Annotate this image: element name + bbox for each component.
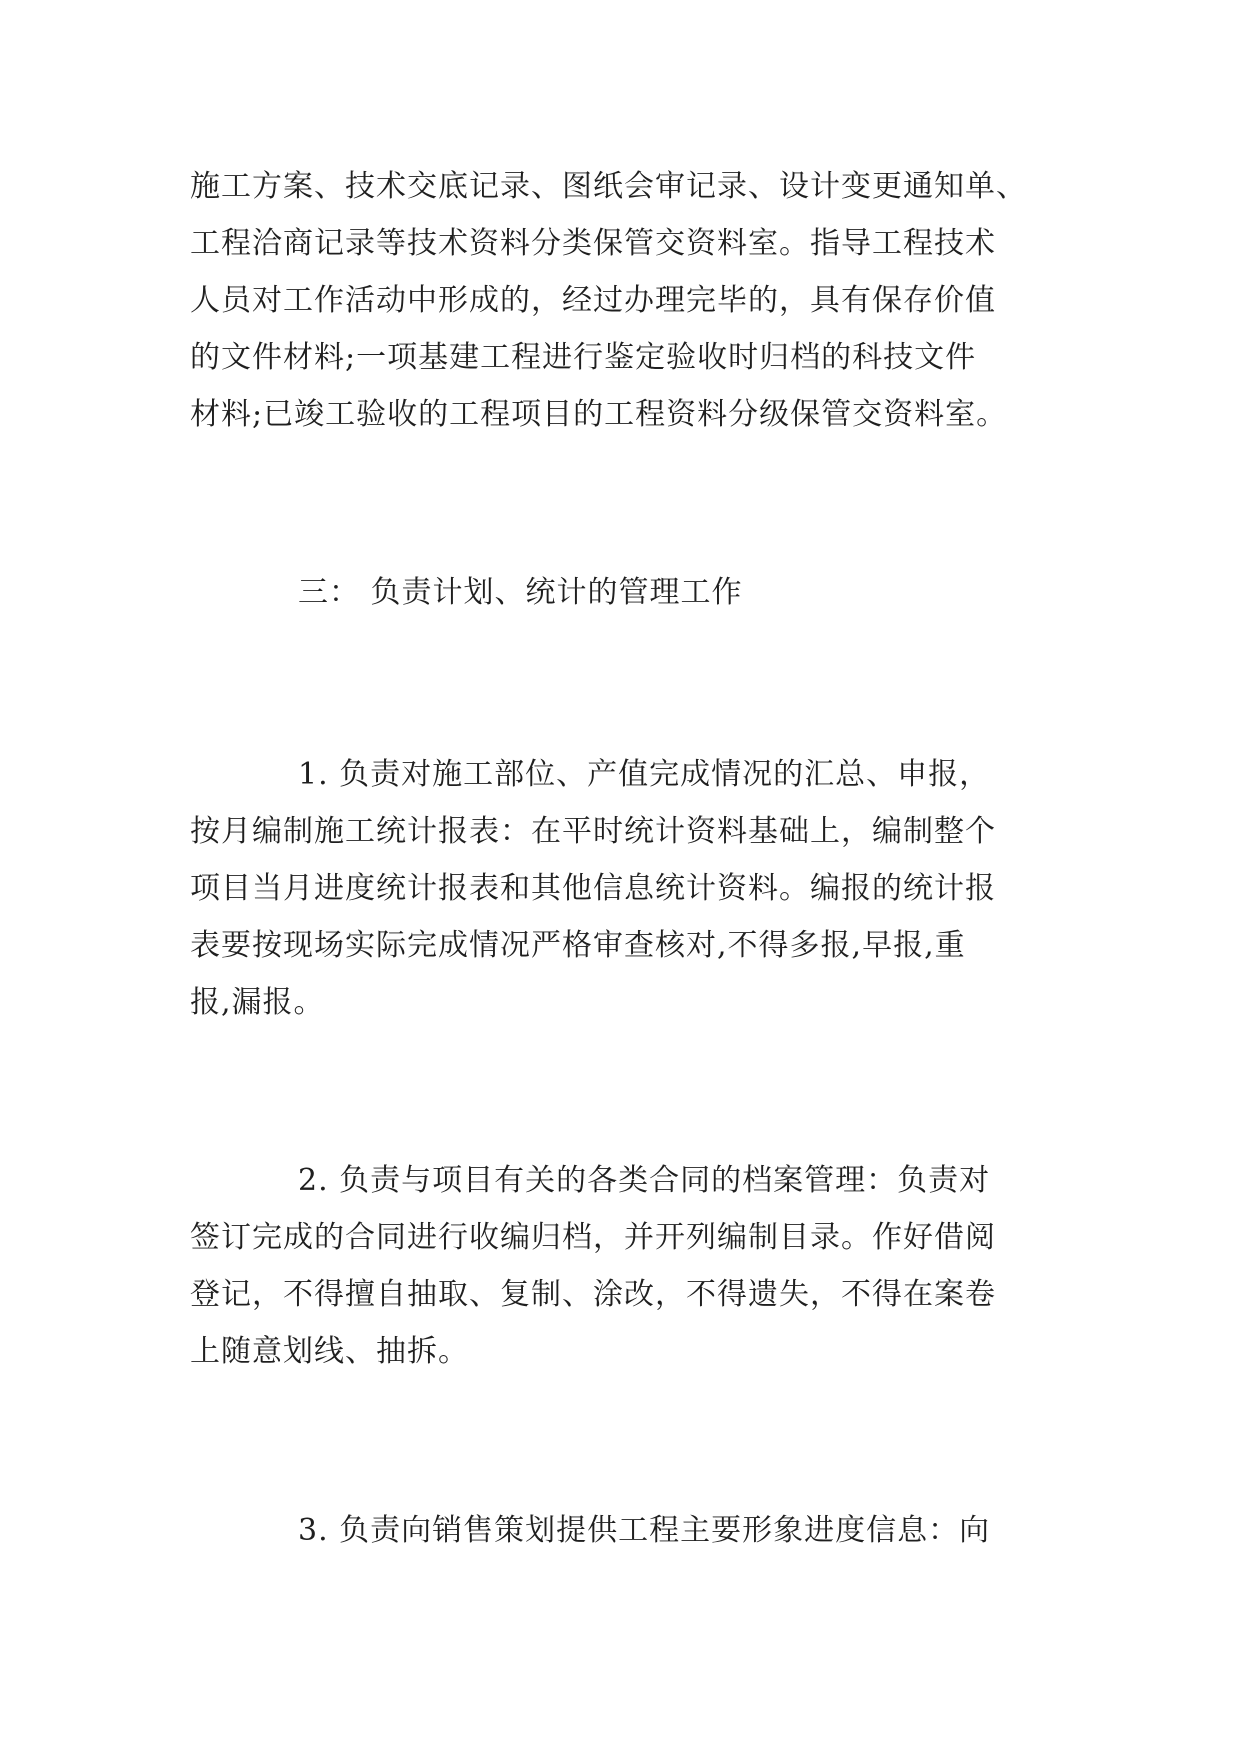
list-item-3	[190, 1502, 1060, 1559]
text-line: 项目当月进度统计报表和其他信息统计资料。编报的统计报	[190, 871, 996, 906]
text-line: 工程洽商记录等技术资料分类保管交资料室。指导工程技术	[190, 226, 996, 261]
text-line: 签订完成的合同进行收编归档，并开列编制目录。作好借阅	[190, 1220, 996, 1255]
intro-paragraph	[190, 158, 1060, 443]
section-heading	[190, 564, 1060, 621]
text-line: 3. 负责向销售策划提供工程主要形象进度信息：向	[298, 1513, 991, 1548]
text-line: 的文件材料;一项基建工程进行鉴定验收时归档的科技文件	[190, 340, 977, 375]
list-item-2	[190, 1152, 1060, 1380]
text-line: 表要按现场实际完成情况严格审查核对,不得多报,早报,重	[190, 928, 966, 963]
text-line: 上随意划线、抽拆。	[190, 1334, 469, 1369]
text-line: 人员对工作活动中形成的，经过办理完毕的，具有保存价值	[190, 283, 996, 318]
text-line: 登记，不得擅自抽取、复制、涂改，不得遗失，不得在案卷	[190, 1277, 996, 1312]
text-line: 2. 负责与项目有关的各类合同的档案管理：负责对	[298, 1163, 991, 1198]
text-line: 按月编制施工统计报表：在平时统计资料基础上，编制整个	[190, 814, 996, 849]
text-line: 报,漏报。	[190, 985, 325, 1020]
list-item-1	[190, 746, 1060, 1031]
text-line: 1. 负责对施工部位、产值完成情况的汇总、申报，	[298, 757, 991, 792]
text-line: 材料;已竣工验收的工程项目的工程资料分级保管交资料室。	[190, 397, 1008, 432]
section-heading-text: 三： 负责计划、统计的管理工作	[298, 575, 743, 610]
text-line: 施工方案、技术交底记录、图纸会审记录、设计变更通知单、	[190, 169, 1027, 204]
